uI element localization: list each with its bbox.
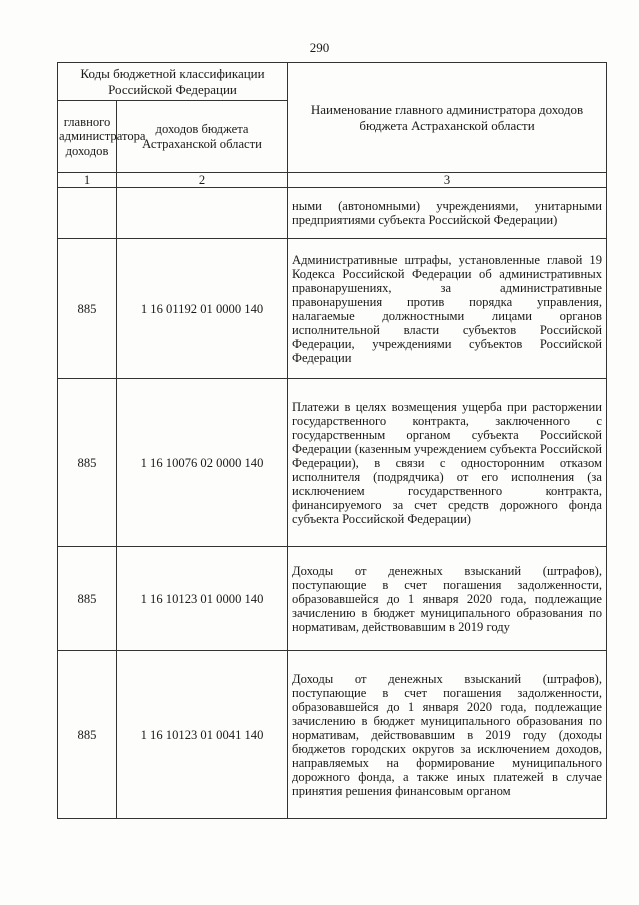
table-row [58,239,607,379]
income-code-cell: 1 16 01192 01 0000 140 [117,239,288,379]
page-number: 290 [309,40,330,55]
header-col3-title: Наименование главного администратора доходов бюджета Астраханской области [288,63,607,173]
column-number-row [58,173,607,188]
header-col1-title: главного администратора доходов [58,101,117,173]
name-cell: ными (автономными) учреждениями, унитарными предприятиями субъекта Российской Федерации) [288,188,607,239]
column-number-3: 3 [288,173,607,188]
column-number-2: 2 [117,173,288,188]
table-row [58,188,607,239]
name-cell: Платежи в целях возмещения ущерба при расторжении государственного контракта, заключенного с государственным органом субъекта Российской Федерации (казенным учреждением субъекта Российской Федерации), в связи с односторонним отказом исполнителя (подрядчика) от его исполнения (за исключением государственного контракта, финансируемого за счет средств дорожного фонда субъекта Российской Федерации) [288,379,607,547]
name-cell: Административные штрафы, установленные главой 19 Кодекса Российской Федерации об административных правонарушениях, за административные правонарушения против порядка управления, налагаемые должностными лицами органов исполнительной власти субъектов Российской Федерации, учреждениями субъектов Российской Федерации [288,239,607,379]
admin-code-cell: 885 [58,379,117,547]
name-cell: Доходы от денежных взысканий (штрафов), поступающие в счет погашения задолженности, образовавшейся до 1 января 2020 года, подлежащие зачислению в бюджет муниципального образования по нормативам, действовавшим в 2019 году [288,547,607,651]
admin-code-cell: 885 [58,547,117,651]
income-code-cell: 1 16 10123 01 0000 140 [117,547,288,651]
table-row [58,651,607,819]
income-code-cell [117,188,288,239]
header-group-title: Коды бюджетной классификации Российской Федерации [58,63,288,101]
income-code-cell: 1 16 10076 02 0000 140 [117,379,288,547]
header-row-group [58,63,607,101]
admin-code-cell [58,188,117,239]
admin-code-cell: 885 [58,651,117,819]
column-number-1: 1 [58,173,117,188]
table-row [58,547,607,651]
name-cell: Доходы от денежных взысканий (штрафов), поступающие в счет погашения задолженности, образовавшейся до 1 января 2020 года, подлежащие зачислению в бюджет муниципального образования по нормативам, действовавшим в 2019 году (доходы бюджетов городских округов за исключением доходов, направляемых на формирование муниципального дорожного фонда, а также иных платежей в случае принятия решения финансовым органом [288,651,607,819]
admin-code-cell: 885 [58,239,117,379]
header-col2-title: доходов бюджета Астраханской области [117,101,288,173]
income-code-cell: 1 16 10123 01 0041 140 [117,651,288,819]
budget-classification-table [57,62,607,819]
table-row [58,379,607,547]
